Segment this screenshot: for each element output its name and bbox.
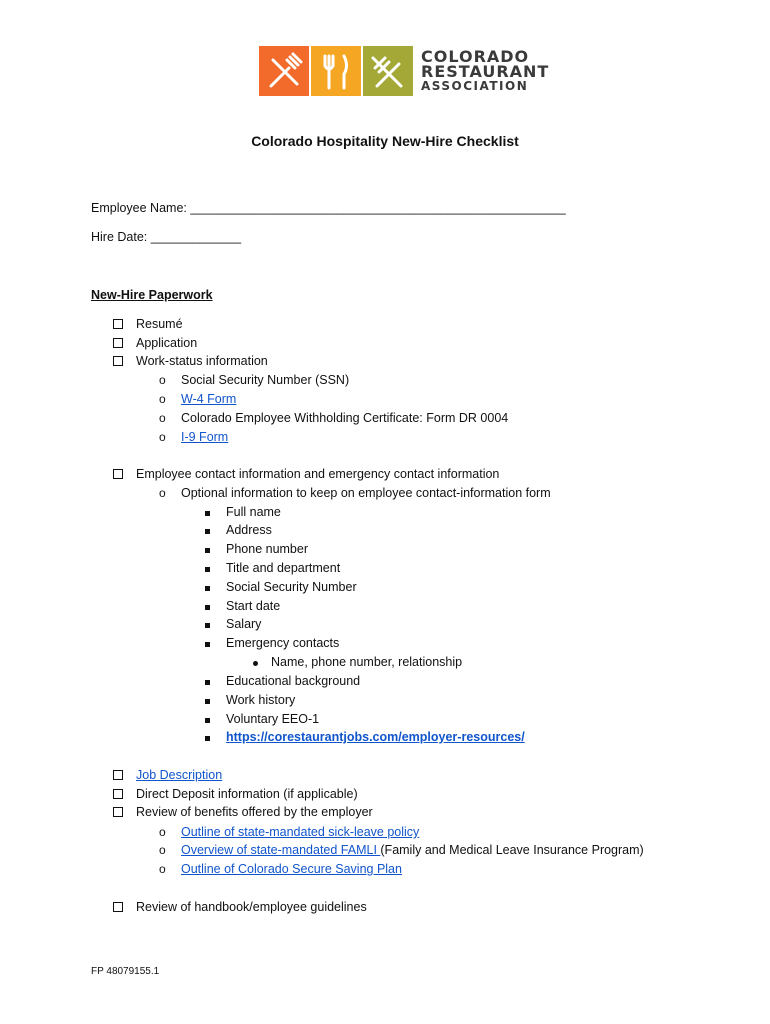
- checkbox-icon[interactable]: [113, 770, 123, 780]
- list-item-salary: Salary: [205, 616, 210, 632]
- square-bullet-icon: [205, 623, 210, 628]
- checkbox-icon[interactable]: [113, 356, 123, 366]
- list-item-ssn-2: Social Security Number: [205, 579, 210, 595]
- circle-bullet: o: [159, 825, 166, 839]
- sick-leave-link[interactable]: Outline of state-mandated sick-leave policy: [181, 825, 420, 839]
- w4-link[interactable]: W-4 Form: [181, 392, 237, 406]
- utensils-tile-icon: [311, 46, 361, 96]
- list-item-handbook: Review of handbook/employee guidelines: [113, 899, 123, 915]
- logo-line-1: COLORADO: [421, 46, 530, 66]
- square-bullet-icon: [205, 680, 210, 685]
- famli-link[interactable]: Overview of state-mandated FAMLI: [181, 843, 381, 857]
- circle-bullet: o: [159, 862, 166, 876]
- list-item-url: [205, 729, 525, 745]
- list-item-i9: [159, 429, 229, 445]
- employer-resources-link[interactable]: https://corestaurantjobs.com/employer-resources/: [226, 730, 525, 744]
- list-item-sick-leave: [159, 824, 420, 840]
- circle-bullet: o: [159, 430, 166, 444]
- list-item-famli: [159, 842, 644, 858]
- checkbox-icon[interactable]: [113, 338, 123, 348]
- list-item-full-name: Full name: [205, 504, 210, 520]
- square-bullet-icon: [205, 567, 210, 572]
- list-item-contact: Employee contact information and emergency contact information: [113, 466, 123, 482]
- list-item-work-status: Work-status information: [113, 353, 123, 369]
- dot-bullet-icon: [253, 661, 258, 666]
- square-bullet-icon: [205, 511, 210, 516]
- hire-date-field[interactable]: Hire Date: _____________: [91, 230, 242, 244]
- circle-bullet: o: [159, 373, 166, 387]
- checkbox-icon[interactable]: [113, 902, 123, 912]
- list-item-education: Educational background: [205, 673, 210, 689]
- list-item-optional: o Optional information to keep on employee contact-information form: [159, 486, 551, 500]
- square-bullet-icon: [205, 699, 210, 704]
- square-bullet-icon: [205, 586, 210, 591]
- document-title: Colorado Hospitality New-Hire Checklist: [251, 133, 519, 149]
- square-bullet-icon: [205, 718, 210, 723]
- list-item-address: Address: [205, 522, 210, 538]
- cra-logo: [259, 45, 550, 97]
- list-item-application: Application: [113, 335, 123, 351]
- list-item-work-history: Work history: [205, 692, 210, 708]
- square-bullet-icon: [205, 642, 210, 647]
- list-item-dr0004: o Colorado Employee Withholding Certificate: Form DR 0004: [159, 411, 509, 425]
- list-item-eeo: Voluntary EEO-1: [205, 711, 210, 727]
- list-item-w4: [159, 391, 237, 407]
- list-item-job-description: [113, 767, 223, 783]
- list-item-start-date: Start date: [205, 598, 210, 614]
- circle-bullet: o: [159, 486, 166, 500]
- logo-line-3: ASSOCIATION: [421, 78, 529, 93]
- list-item-resume: Resumé: [113, 316, 123, 332]
- checkbox-icon[interactable]: [113, 319, 123, 329]
- square-bullet-icon: [205, 548, 210, 553]
- secure-saving-link[interactable]: Outline of Colorado Secure Saving Plan: [181, 862, 402, 876]
- list-item-phone: Phone number: [205, 541, 210, 557]
- document-footer: FP 48079155.1: [91, 966, 160, 977]
- circle-bullet: o: [159, 843, 166, 857]
- job-description-link[interactable]: Job Description: [136, 768, 223, 782]
- section-heading: New-Hire Paperwork: [91, 288, 213, 302]
- i9-link[interactable]: I-9 Form: [181, 430, 229, 444]
- checkbox-icon[interactable]: [113, 807, 123, 817]
- employee-name-field[interactable]: Employee Name: ______________________________________________________: [91, 201, 566, 215]
- list-item-benefits: Review of benefits offered by the employer: [113, 804, 123, 820]
- fork-knife-tile-icon: [259, 46, 309, 96]
- list-item-secure-saving: [159, 861, 402, 877]
- square-bullet-icon: [205, 529, 210, 534]
- square-bullet-icon: [205, 605, 210, 610]
- logo-wordmark: [421, 46, 550, 94]
- circle-bullet: o: [159, 392, 166, 406]
- famli-description: (Family and Medical Leave Insurance Program): [380, 843, 644, 857]
- crossed-utensils-tile-icon: [363, 46, 413, 96]
- logo-line-2: RESTAURANT: [421, 61, 550, 81]
- checkbox-icon[interactable]: [113, 469, 123, 479]
- square-bullet-icon: [205, 736, 210, 741]
- list-item-emergency-detail: Name, phone number, relationship: [253, 654, 258, 670]
- list-item-direct-deposit: Direct Deposit information (if applicable): [113, 786, 123, 802]
- circle-bullet: o: [159, 411, 166, 425]
- list-item-emergency: Emergency contacts: [205, 635, 210, 651]
- checkbox-icon[interactable]: [113, 789, 123, 799]
- list-item-title-dept: Title and department: [205, 560, 210, 576]
- list-item-ssn: o Social Security Number (SSN): [159, 373, 350, 387]
